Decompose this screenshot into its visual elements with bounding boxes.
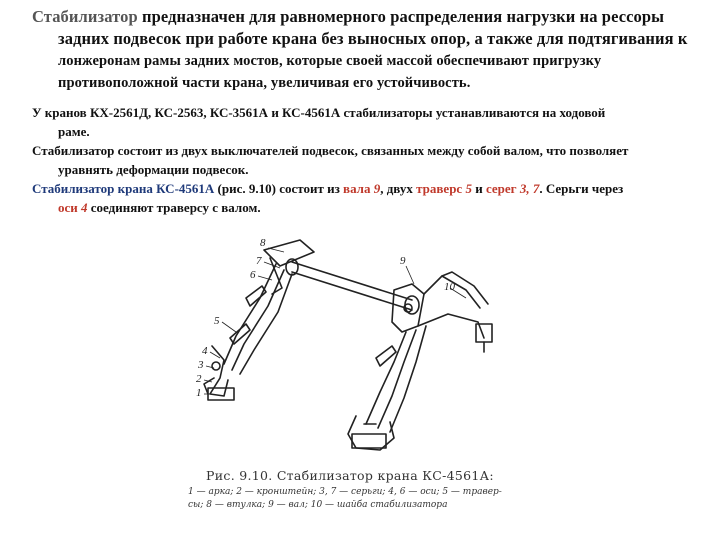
paragraph-purpose (32, 6, 692, 94)
figure-label: 6 (250, 269, 256, 281)
ref-3-7: 3, 7 (516, 181, 540, 196)
text-fragment: соединяют траверсу с валом. (87, 200, 261, 215)
ref-9: 9 (370, 181, 381, 196)
ref-4: 4 (77, 200, 88, 215)
figure-label: 8 (260, 237, 266, 249)
paragraph-purpose-line3: лонжеронам рамы задних мостов, которые своей массой обеспечивают пригрузку (58, 53, 602, 69)
paragraph-cranes-line2: раме. (58, 124, 90, 139)
lead-ks4561a: Стабилизатор крана КС-4561А (32, 181, 215, 196)
text-fragment: и (471, 181, 486, 196)
figure-caption-legend-line2: сы; 8 — втулка; 9 — вал; 10 — шайба стабилизатора (188, 500, 448, 510)
figure-label: 4 (202, 345, 208, 357)
figure-label: 1 (196, 387, 202, 399)
figure-caption-title: Рис. 9.10. Стабилизатор крана КС-4561А: (206, 468, 494, 483)
term-osi: оси (58, 200, 78, 215)
figure-label: 2 (196, 373, 202, 385)
figure-label: 7 (256, 255, 262, 267)
term-travers: траверс (416, 181, 463, 196)
figure-label: 9 (400, 255, 406, 267)
figure-label: 10 (444, 281, 455, 293)
term-stabilizer: Стабилизатор (32, 7, 138, 26)
paragraph-cranes-line1: У кранов КХ-2561Д, КС-2563, КС-3561А и КС-4561А стабилизаторы устанавливаются на ходовой (32, 105, 606, 120)
paragraph-composition (32, 141, 692, 179)
paragraph-purpose-line4: противоположной части крана, увеличивая его устойчивость. (58, 75, 471, 91)
text-fragment: , двух (380, 181, 417, 196)
figure-caption-legend-line1: 1 — арка; 2 — кронштейн; 3, 7 — серьги; 4, 6 — оси; 5 — травер- (188, 487, 502, 497)
term-vala: вала (343, 181, 371, 196)
ref-5: 5 (462, 181, 472, 196)
figure-label: 3 (198, 359, 204, 371)
paragraph-ks4561a (32, 179, 692, 217)
figure-caption-legend (180, 486, 520, 512)
figure-caption (180, 468, 520, 512)
paragraph-cranes (32, 103, 692, 141)
text-fragment: (рис. 9.10) состоит из (214, 181, 344, 196)
paragraph-purpose-line2: задних подвесок при работе крана без выносных опор, а также для подтягивания к (58, 29, 688, 48)
paragraph-composition-line2: уравнять деформации подвесок. (58, 162, 249, 177)
term-sereg: серег (485, 181, 517, 196)
paragraph-composition-line1: Стабилизатор состоит из двух выключателей подвесок, связанных между собой валом, что позволяет (32, 143, 629, 158)
text-fragment: . Серьги через (539, 181, 624, 196)
stabilizer-drawing (180, 228, 520, 464)
figure-label: 5 (214, 315, 220, 327)
paragraph-purpose-line1: предназначен для равномерного распределения нагрузки на рессоры (137, 7, 665, 26)
